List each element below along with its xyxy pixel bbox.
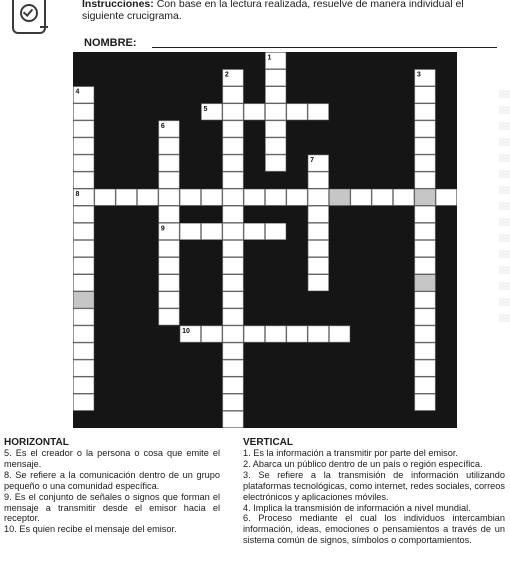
crossword-cell[interactable] — [308, 258, 328, 274]
clue-number-10: 10 — [182, 327, 190, 335]
clue-vertical-1: 1. Es la información a transmitir por parte del emisor. — [243, 448, 458, 458]
clue-vertical-4: 4. Implica la transmisión de información a nivel mundial. — [243, 502, 471, 513]
crossword-cell[interactable] — [223, 309, 243, 325]
crossword-cell[interactable] — [202, 189, 222, 205]
crossword-cell[interactable] — [223, 275, 243, 291]
crossword-cell[interactable] — [266, 189, 286, 205]
crossword-cell[interactable] — [415, 292, 435, 308]
crossword-cell[interactable] — [74, 360, 94, 376]
crossword-cell[interactable] — [223, 241, 243, 257]
crossword-cell[interactable] — [74, 292, 94, 308]
clue-horizontal-10: 10. Es quien recibe el mensaje del emisor. — [4, 524, 177, 535]
crossword-cell[interactable] — [223, 411, 243, 427]
crossword-cell[interactable] — [159, 258, 179, 274]
crossword-cell[interactable] — [415, 275, 435, 291]
crossword-cell[interactable] — [436, 189, 456, 205]
decorative-strip — [499, 90, 510, 330]
name-field[interactable] — [152, 47, 497, 48]
vertical-clues — [243, 437, 505, 546]
clue-number-7: 7 — [310, 157, 315, 165]
crossword-cell[interactable] — [287, 104, 307, 120]
crossword-cell[interactable] — [287, 189, 307, 205]
crossword-cell[interactable] — [415, 309, 435, 325]
crossword-cell[interactable] — [266, 87, 286, 103]
crossword-cell[interactable] — [330, 326, 350, 342]
crossword-cell[interactable] — [266, 121, 286, 137]
crossword-cell[interactable] — [223, 360, 243, 376]
crossword-cell[interactable] — [74, 121, 94, 137]
crossword-cell[interactable] — [138, 189, 158, 205]
crossword-cell[interactable] — [223, 172, 243, 188]
crossword-cell[interactable] — [415, 206, 435, 222]
name-label: NOMBRE: — [84, 37, 137, 49]
crossword-cell[interactable] — [223, 138, 243, 154]
crossword-cell[interactable] — [372, 189, 392, 205]
crossword-cell[interactable] — [415, 394, 435, 410]
crossword-cell[interactable] — [223, 258, 243, 274]
crossword-cell[interactable] — [202, 326, 222, 342]
clue-horizontal-8: 8. Se refiere a la comunicación dentro de un grupo pequeño o una comunidad específica. — [4, 469, 220, 491]
horizontal-clues — [4, 437, 220, 535]
crossword-cell[interactable] — [244, 189, 264, 205]
crossword-cell[interactable] — [266, 223, 286, 239]
crossword-cell[interactable] — [415, 343, 435, 359]
crossword-cell[interactable] — [116, 189, 136, 205]
clue-horizontal-9: 9. Es el conjunto de señales o signos que forman el mensaje a transmitir desde el emisor hacia el receptor. — [4, 491, 220, 524]
vertical-title: VERTICAL — [243, 437, 293, 448]
crossword-cell[interactable] — [308, 223, 328, 239]
crossword-cell[interactable] — [223, 292, 243, 308]
crossword-cell[interactable] — [266, 155, 286, 171]
crossword-cell[interactable] — [308, 189, 328, 205]
clue-number-9: 9 — [160, 225, 165, 233]
crossword-cell[interactable] — [351, 189, 371, 205]
crossword-cell[interactable] — [308, 275, 328, 291]
clue-number-1: 1 — [267, 54, 272, 62]
crossword-grid — [73, 52, 457, 428]
crossword-cell[interactable] — [308, 326, 328, 342]
crossword-cell[interactable] — [415, 155, 435, 171]
crossword-cell[interactable] — [74, 104, 94, 120]
crossword-cell[interactable] — [308, 172, 328, 188]
crossword-cell[interactable] — [415, 189, 435, 205]
crossword-cell[interactable] — [415, 172, 435, 188]
crossword-cell[interactable] — [223, 121, 243, 137]
crossword-cell[interactable] — [223, 223, 243, 239]
crossword-cell[interactable] — [244, 326, 264, 342]
crossword-cell[interactable] — [74, 155, 94, 171]
crossword-cell[interactable] — [74, 343, 94, 359]
crossword-cell[interactable] — [223, 87, 243, 103]
crossword-cell[interactable] — [159, 275, 179, 291]
crossword-cell[interactable] — [74, 206, 94, 222]
crossword-cell[interactable] — [74, 326, 94, 342]
crossword-cell[interactable] — [415, 360, 435, 376]
crossword-cell[interactable] — [415, 104, 435, 120]
crossword-cell[interactable] — [287, 326, 307, 342]
crossword-cell[interactable] — [74, 241, 94, 257]
crossword-cell[interactable] — [74, 309, 94, 325]
clue-number-2: 2 — [224, 71, 229, 79]
instructions-text: Con base en la lectura realizada, resuelve de manera individual el siguiente crucigrama. — [82, 0, 464, 22]
crossword-cell[interactable] — [244, 223, 264, 239]
crossword-cell[interactable] — [415, 223, 435, 239]
crossword-cell[interactable] — [180, 189, 200, 205]
clue-number-4: 4 — [75, 88, 80, 96]
worksheet-icon — [12, 0, 46, 34]
crossword-cell[interactable] — [415, 138, 435, 154]
crossword-cell[interactable] — [330, 189, 350, 205]
crossword-cell[interactable] — [159, 309, 179, 325]
crossword-cell[interactable] — [223, 206, 243, 222]
crossword-cell[interactable] — [159, 189, 179, 205]
crossword-cell[interactable] — [74, 394, 94, 410]
crossword-cell[interactable] — [159, 172, 179, 188]
crossword-cell[interactable] — [223, 104, 243, 120]
crossword-cell[interactable] — [266, 104, 286, 120]
crossword-cell[interactable] — [159, 155, 179, 171]
clue-number-8: 8 — [75, 191, 80, 199]
crossword-cell[interactable] — [159, 292, 179, 308]
crossword-cell[interactable] — [308, 206, 328, 222]
crossword-cell[interactable] — [266, 70, 286, 86]
crossword-cell[interactable] — [308, 104, 328, 120]
horizontal-title: HORIZONTAL — [4, 437, 69, 448]
crossword-cell[interactable] — [244, 104, 264, 120]
crossword-cell[interactable] — [159, 138, 179, 154]
crossword-cell[interactable] — [159, 241, 179, 257]
crossword-cell[interactable] — [308, 241, 328, 257]
crossword-cell[interactable] — [95, 189, 115, 205]
crossword-cell[interactable] — [223, 343, 243, 359]
crossword-cell[interactable] — [223, 189, 243, 205]
crossword-cell[interactable] — [394, 189, 414, 205]
instructions-label: Instrucciones: — [82, 0, 154, 10]
crossword-svg — [73, 52, 457, 428]
crossword-cell[interactable] — [223, 155, 243, 171]
crossword-cell[interactable] — [202, 223, 222, 239]
crossword-cell[interactable] — [159, 206, 179, 222]
crossword-cell[interactable] — [74, 172, 94, 188]
clue-vertical-6: 6. Proceso mediante el cual los individuos intercambian información, ideas, emociones o pensamientos a través de un sistema común de signos, símbolos o comportamientos. — [243, 513, 505, 546]
crossword-cell[interactable] — [415, 87, 435, 103]
crossword-cell[interactable] — [266, 326, 286, 342]
crossword-cell[interactable] — [415, 258, 435, 274]
crossword-cell[interactable] — [415, 121, 435, 137]
crossword-cell[interactable] — [266, 138, 286, 154]
crossword-cell[interactable] — [223, 394, 243, 410]
clue-number-5: 5 — [203, 105, 208, 113]
crossword-cell[interactable] — [74, 275, 94, 291]
crossword-cell[interactable] — [74, 138, 94, 154]
clue-number-3: 3 — [416, 71, 421, 79]
crossword-cell[interactable] — [74, 258, 94, 274]
crossword-cell[interactable] — [223, 377, 243, 393]
crossword-cell[interactable] — [415, 326, 435, 342]
clue-horizontal-5: 5. Es el creador o la persona o cosa que emite el mensaje. — [4, 448, 220, 469]
crossword-cell[interactable] — [180, 223, 200, 239]
clue-vertical-3: 3. Se refiere a la transmisión de información utilizando plataformas tecnológicas, como internet, redes sociales, correos electrónicos y aplicaciones móviles. — [243, 469, 505, 502]
crossword-cell[interactable] — [74, 377, 94, 393]
clue-vertical-2: 2. Abarca un público dentro de un país o región específica. — [243, 458, 483, 469]
clue-number-6: 6 — [160, 122, 165, 130]
crossword-cell[interactable] — [74, 223, 94, 239]
crossword-cell[interactable] — [415, 377, 435, 393]
crossword-cell[interactable] — [223, 326, 243, 342]
instructions — [82, 0, 502, 22]
crossword-cell[interactable] — [415, 241, 435, 257]
